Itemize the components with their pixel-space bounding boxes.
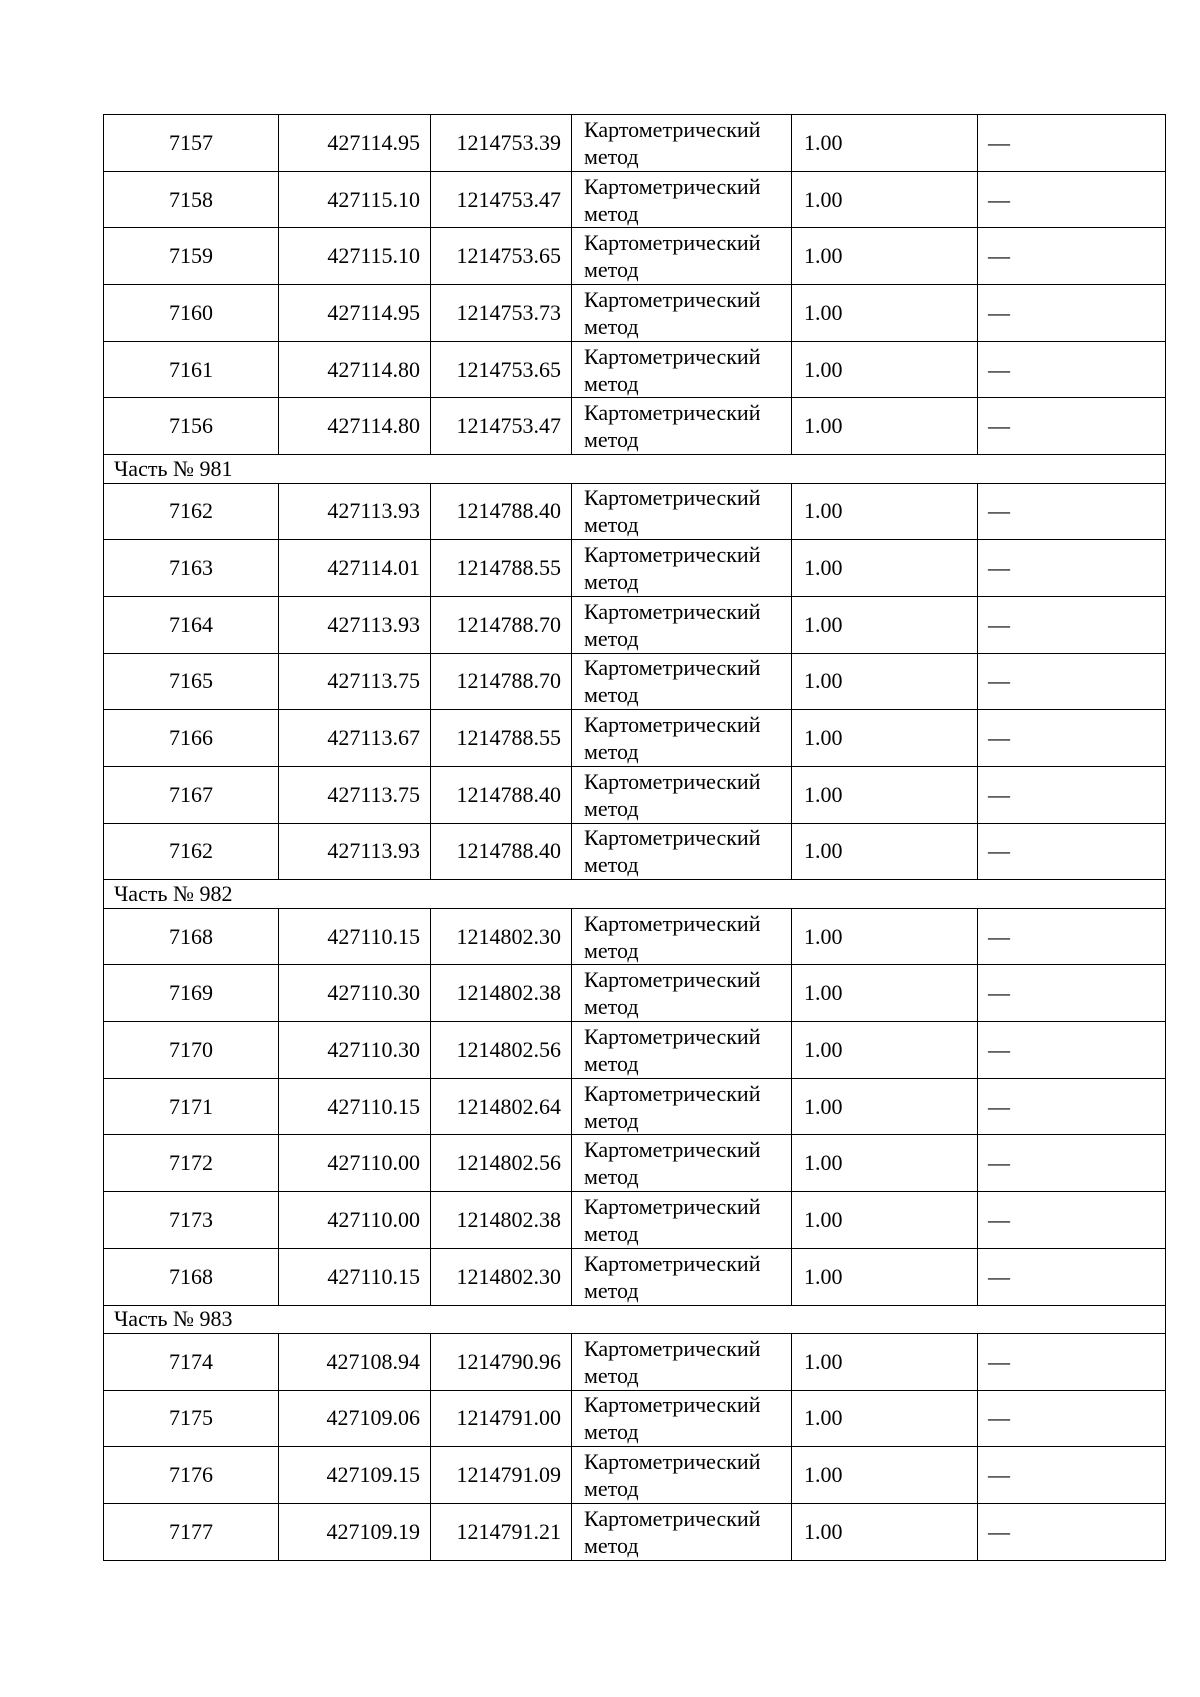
- y-coordinate-cell: 1214753.65: [431, 341, 572, 398]
- method-cell: Картометрический метод: [572, 398, 792, 455]
- accuracy-cell: 1.00: [792, 1390, 978, 1447]
- point-number-cell: 7169: [104, 965, 279, 1022]
- description-cell: —: [978, 1333, 1166, 1390]
- y-coordinate-cell: 1214791.21: [431, 1503, 572, 1560]
- point-number-cell: 7176: [104, 1447, 279, 1504]
- x-coordinate-cell: 427110.15: [279, 1248, 431, 1305]
- table-row: [104, 1333, 1166, 1390]
- description-cell: —: [978, 1248, 1166, 1305]
- accuracy-cell: 1.00: [792, 1022, 978, 1079]
- table-row: [104, 115, 1166, 172]
- accuracy-cell: 1.00: [792, 596, 978, 653]
- y-coordinate-cell: 1214788.70: [431, 596, 572, 653]
- point-number-cell: 7173: [104, 1192, 279, 1249]
- description-cell: —: [978, 1135, 1166, 1192]
- accuracy-cell: 1.00: [792, 228, 978, 285]
- x-coordinate-cell: 427114.95: [279, 115, 431, 172]
- method-cell: Картометрический метод: [572, 1503, 792, 1560]
- y-coordinate-cell: 1214802.38: [431, 965, 572, 1022]
- y-coordinate-cell: 1214802.30: [431, 908, 572, 965]
- table-row: [104, 341, 1166, 398]
- x-coordinate-cell: 427109.19: [279, 1503, 431, 1560]
- x-coordinate-cell: 427110.00: [279, 1192, 431, 1249]
- table-row: [104, 766, 1166, 823]
- x-coordinate-cell: 427110.15: [279, 908, 431, 965]
- point-number-cell: 7177: [104, 1503, 279, 1560]
- table-row: [104, 540, 1166, 597]
- method-cell: Картометрический метод: [572, 115, 792, 172]
- accuracy-cell: 1.00: [792, 1078, 978, 1135]
- table-row: [104, 171, 1166, 228]
- y-coordinate-cell: 1214753.65: [431, 228, 572, 285]
- section-label: Часть № 981: [104, 455, 1166, 483]
- x-coordinate-cell: 427110.30: [279, 1022, 431, 1079]
- y-coordinate-cell: 1214788.55: [431, 710, 572, 767]
- point-number-cell: 7172: [104, 1135, 279, 1192]
- y-coordinate-cell: 1214753.47: [431, 398, 572, 455]
- point-number-cell: 7167: [104, 766, 279, 823]
- x-coordinate-cell: 427114.95: [279, 285, 431, 342]
- accuracy-cell: 1.00: [792, 1248, 978, 1305]
- x-coordinate-cell: 427110.15: [279, 1078, 431, 1135]
- y-coordinate-cell: 1214791.09: [431, 1447, 572, 1504]
- point-number-cell: 7162: [104, 483, 279, 540]
- accuracy-cell: 1.00: [792, 766, 978, 823]
- section-label: Часть № 983: [104, 1305, 1166, 1333]
- accuracy-cell: 1.00: [792, 398, 978, 455]
- method-cell: Картометрический метод: [572, 171, 792, 228]
- table-row: [104, 1447, 1166, 1504]
- description-cell: —: [978, 1447, 1166, 1504]
- method-cell: Картометрический метод: [572, 1022, 792, 1079]
- y-coordinate-cell: 1214753.47: [431, 171, 572, 228]
- point-number-cell: 7158: [104, 171, 279, 228]
- method-cell: Картометрический метод: [572, 1248, 792, 1305]
- accuracy-cell: 1.00: [792, 908, 978, 965]
- table-body: [104, 115, 1166, 1561]
- point-number-cell: 7170: [104, 1022, 279, 1079]
- x-coordinate-cell: 427108.94: [279, 1333, 431, 1390]
- point-number-cell: 7168: [104, 1248, 279, 1305]
- method-cell: Картометрический метод: [572, 766, 792, 823]
- table-row: [104, 965, 1166, 1022]
- description-cell: —: [978, 115, 1166, 172]
- table-row: [104, 710, 1166, 767]
- method-cell: Картометрический метод: [572, 285, 792, 342]
- description-cell: —: [978, 653, 1166, 710]
- y-coordinate-cell: 1214790.96: [431, 1333, 572, 1390]
- coordinates-table: [103, 114, 1166, 1561]
- point-number-cell: 7163: [104, 540, 279, 597]
- description-cell: —: [978, 228, 1166, 285]
- y-coordinate-cell: 1214788.40: [431, 766, 572, 823]
- table-row: [104, 1248, 1166, 1305]
- description-cell: —: [978, 1022, 1166, 1079]
- table-row: [104, 1022, 1166, 1079]
- method-cell: Картометрический метод: [572, 1333, 792, 1390]
- y-coordinate-cell: 1214753.39: [431, 115, 572, 172]
- x-coordinate-cell: 427113.67: [279, 710, 431, 767]
- accuracy-cell: 1.00: [792, 823, 978, 880]
- table-row: [104, 483, 1166, 540]
- x-coordinate-cell: 427109.15: [279, 1447, 431, 1504]
- accuracy-cell: 1.00: [792, 965, 978, 1022]
- description-cell: —: [978, 341, 1166, 398]
- accuracy-cell: 1.00: [792, 1192, 978, 1249]
- table-row: [104, 398, 1166, 455]
- x-coordinate-cell: 427114.01: [279, 540, 431, 597]
- y-coordinate-cell: 1214753.73: [431, 285, 572, 342]
- x-coordinate-cell: 427113.93: [279, 596, 431, 653]
- accuracy-cell: 1.00: [792, 483, 978, 540]
- description-cell: —: [978, 1390, 1166, 1447]
- method-cell: Картометрический метод: [572, 228, 792, 285]
- x-coordinate-cell: 427115.10: [279, 228, 431, 285]
- method-cell: Картометрический метод: [572, 483, 792, 540]
- point-number-cell: 7160: [104, 285, 279, 342]
- x-coordinate-cell: 427113.93: [279, 823, 431, 880]
- point-number-cell: 7174: [104, 1333, 279, 1390]
- point-number-cell: 7157: [104, 115, 279, 172]
- point-number-cell: 7156: [104, 398, 279, 455]
- y-coordinate-cell: 1214788.40: [431, 823, 572, 880]
- y-coordinate-cell: 1214788.70: [431, 653, 572, 710]
- point-number-cell: 7164: [104, 596, 279, 653]
- accuracy-cell: 1.00: [792, 171, 978, 228]
- point-number-cell: 7175: [104, 1390, 279, 1447]
- section-row: [104, 1305, 1166, 1333]
- description-cell: —: [978, 171, 1166, 228]
- y-coordinate-cell: 1214788.55: [431, 540, 572, 597]
- accuracy-cell: 1.00: [792, 1447, 978, 1504]
- method-cell: Картометрический метод: [572, 823, 792, 880]
- x-coordinate-cell: 427109.06: [279, 1390, 431, 1447]
- method-cell: Картометрический метод: [572, 341, 792, 398]
- x-coordinate-cell: 427114.80: [279, 398, 431, 455]
- description-cell: —: [978, 965, 1166, 1022]
- point-number-cell: 7159: [104, 228, 279, 285]
- method-cell: Картометрический метод: [572, 710, 792, 767]
- description-cell: —: [978, 710, 1166, 767]
- method-cell: Картометрический метод: [572, 908, 792, 965]
- table-row: [104, 653, 1166, 710]
- section-label: Часть № 982: [104, 880, 1166, 908]
- point-number-cell: 7162: [104, 823, 279, 880]
- point-number-cell: 7168: [104, 908, 279, 965]
- description-cell: —: [978, 1078, 1166, 1135]
- accuracy-cell: 1.00: [792, 1135, 978, 1192]
- method-cell: Картометрический метод: [572, 1135, 792, 1192]
- accuracy-cell: 1.00: [792, 1503, 978, 1560]
- y-coordinate-cell: 1214802.64: [431, 1078, 572, 1135]
- table-row: [104, 1078, 1166, 1135]
- method-cell: Картометрический метод: [572, 1390, 792, 1447]
- table-row: [104, 228, 1166, 285]
- table-row: [104, 596, 1166, 653]
- section-row: [104, 455, 1166, 483]
- x-coordinate-cell: 427110.30: [279, 965, 431, 1022]
- table-row: [104, 1503, 1166, 1560]
- method-cell: Картометрический метод: [572, 965, 792, 1022]
- section-row: [104, 880, 1166, 908]
- method-cell: Картометрический метод: [572, 653, 792, 710]
- accuracy-cell: 1.00: [792, 540, 978, 597]
- table-row: [104, 1390, 1166, 1447]
- accuracy-cell: 1.00: [792, 341, 978, 398]
- point-number-cell: 7161: [104, 341, 279, 398]
- method-cell: Картометрический метод: [572, 1078, 792, 1135]
- x-coordinate-cell: 427110.00: [279, 1135, 431, 1192]
- description-cell: —: [978, 483, 1166, 540]
- description-cell: —: [978, 823, 1166, 880]
- table-row: [104, 1135, 1166, 1192]
- method-cell: Картометрический метод: [572, 1192, 792, 1249]
- description-cell: —: [978, 1192, 1166, 1249]
- y-coordinate-cell: 1214802.56: [431, 1135, 572, 1192]
- table-row: [104, 908, 1166, 965]
- x-coordinate-cell: 427113.93: [279, 483, 431, 540]
- y-coordinate-cell: 1214802.38: [431, 1192, 572, 1249]
- description-cell: —: [978, 1503, 1166, 1560]
- method-cell: Картометрический метод: [572, 1447, 792, 1504]
- x-coordinate-cell: 427115.10: [279, 171, 431, 228]
- description-cell: —: [978, 540, 1166, 597]
- accuracy-cell: 1.00: [792, 115, 978, 172]
- x-coordinate-cell: 427113.75: [279, 653, 431, 710]
- table-row: [104, 1192, 1166, 1249]
- description-cell: —: [978, 285, 1166, 342]
- method-cell: Картометрический метод: [572, 596, 792, 653]
- y-coordinate-cell: 1214802.30: [431, 1248, 572, 1305]
- y-coordinate-cell: 1214802.56: [431, 1022, 572, 1079]
- point-number-cell: 7165: [104, 653, 279, 710]
- description-cell: —: [978, 766, 1166, 823]
- description-cell: —: [978, 398, 1166, 455]
- point-number-cell: 7166: [104, 710, 279, 767]
- table-row: [104, 823, 1166, 880]
- description-cell: —: [978, 908, 1166, 965]
- point-number-cell: 7171: [104, 1078, 279, 1135]
- y-coordinate-cell: 1214788.40: [431, 483, 572, 540]
- x-coordinate-cell: 427114.80: [279, 341, 431, 398]
- accuracy-cell: 1.00: [792, 710, 978, 767]
- accuracy-cell: 1.00: [792, 653, 978, 710]
- accuracy-cell: 1.00: [792, 285, 978, 342]
- description-cell: —: [978, 596, 1166, 653]
- x-coordinate-cell: 427113.75: [279, 766, 431, 823]
- table-row: [104, 285, 1166, 342]
- y-coordinate-cell: 1214791.00: [431, 1390, 572, 1447]
- accuracy-cell: 1.00: [792, 1333, 978, 1390]
- method-cell: Картометрический метод: [572, 540, 792, 597]
